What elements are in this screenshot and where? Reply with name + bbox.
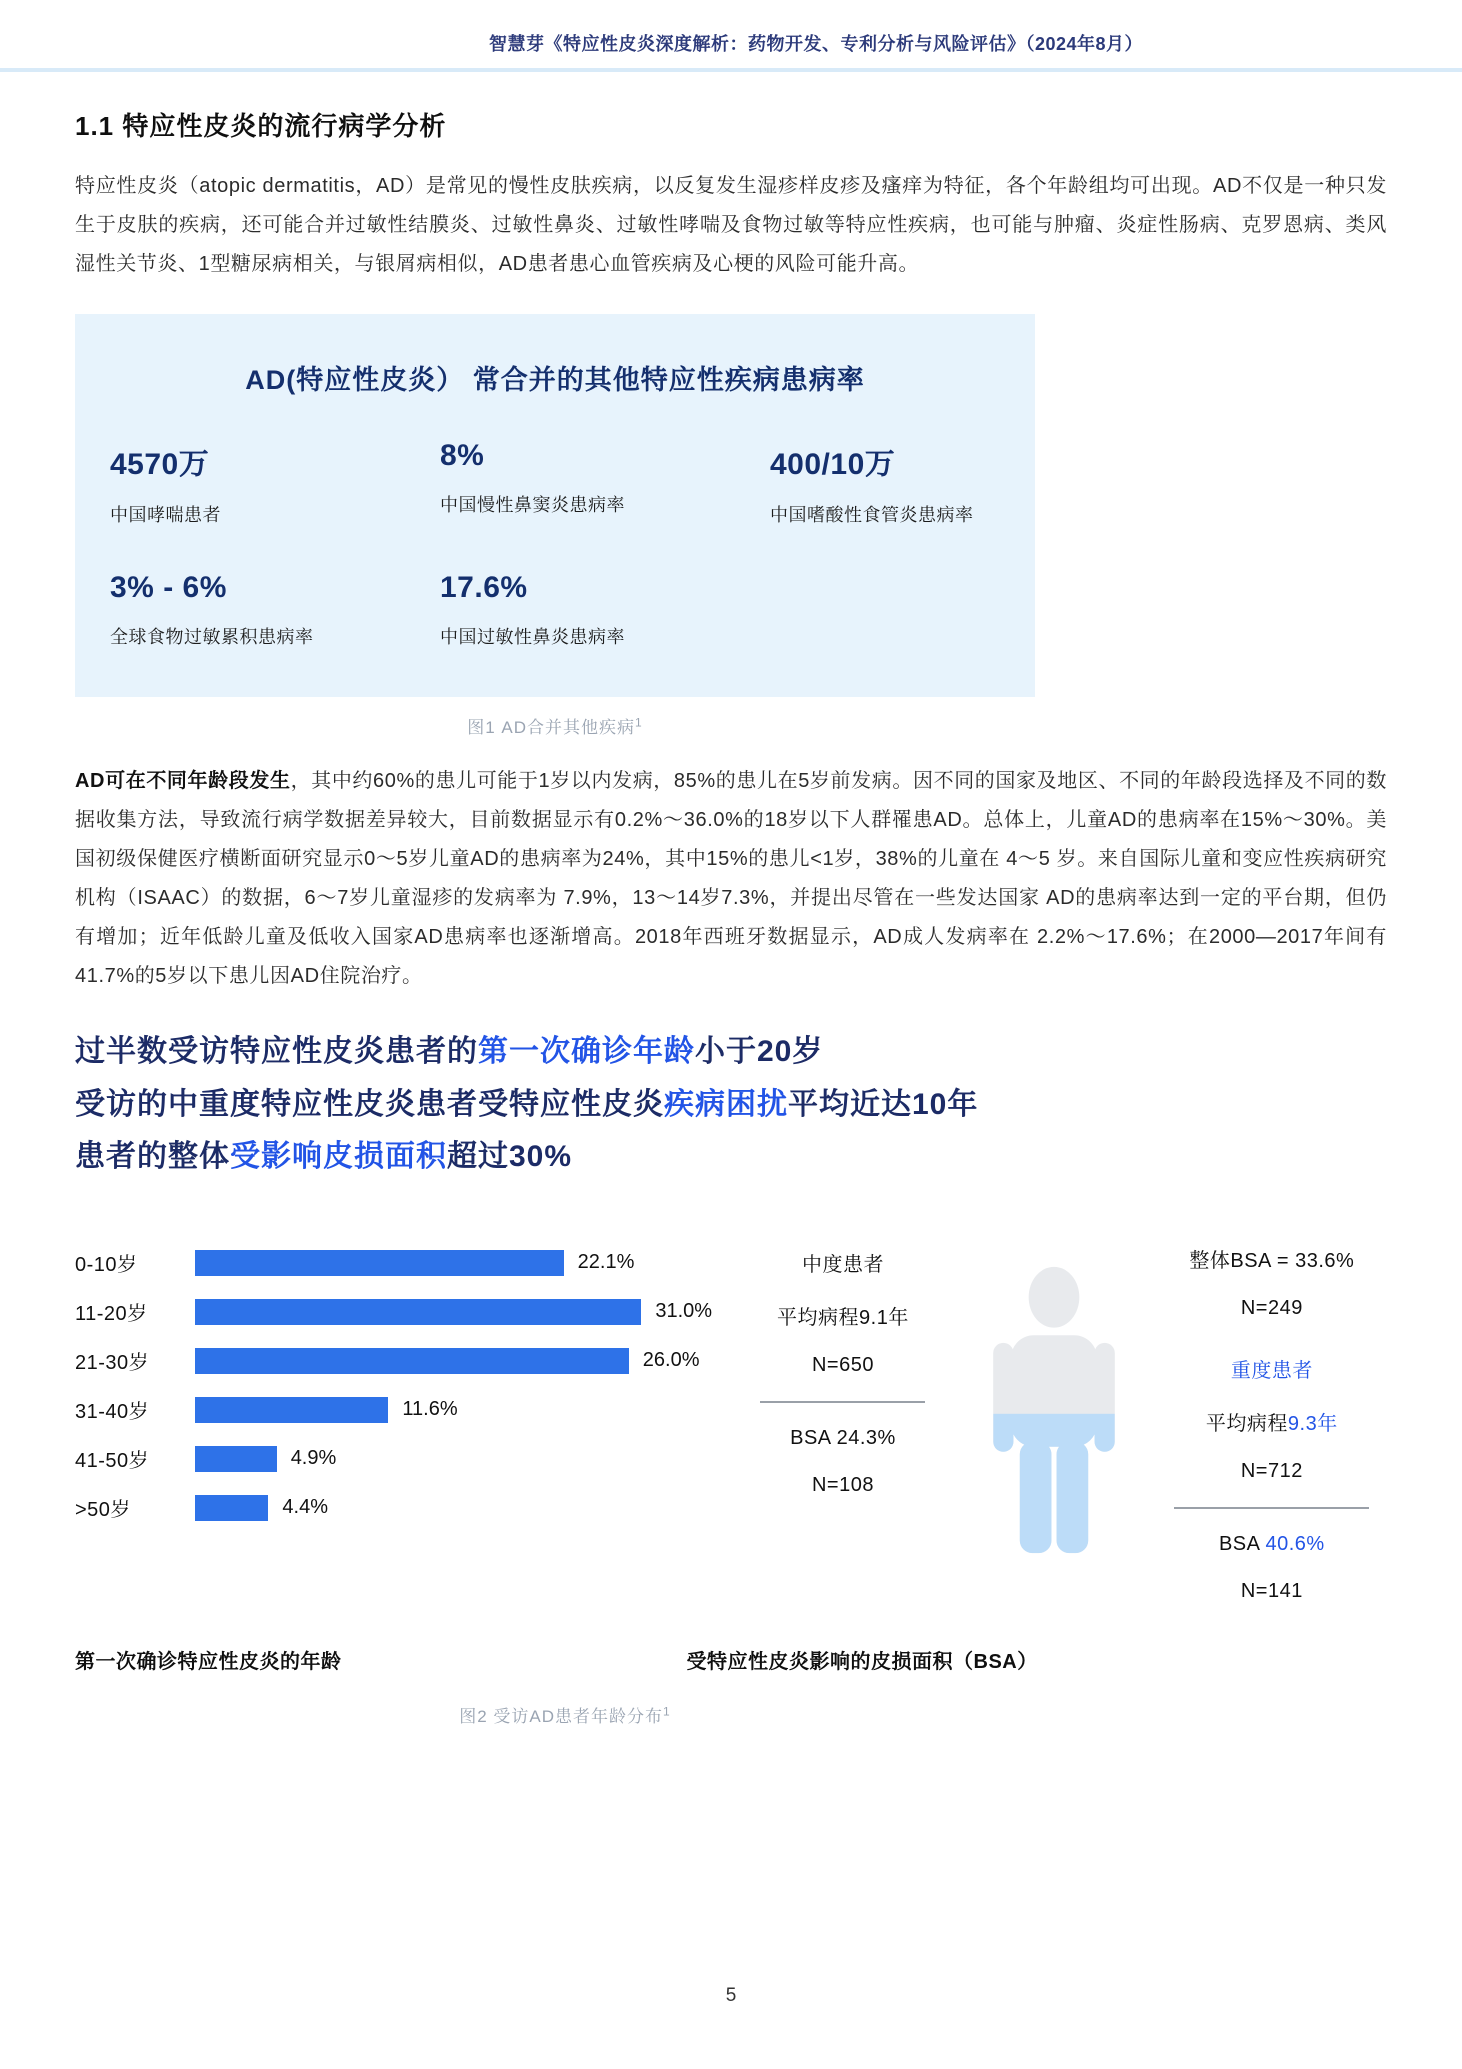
headline-bsa — [75, 1131, 1387, 1184]
page-header — [0, 0, 1462, 72]
bar — [195, 1397, 388, 1423]
bar-category-label: 0-10岁 — [75, 1254, 138, 1276]
report-title: 智慧芽《特应性皮炎深度解析：药物开发、专利分析与风险评估》（2024年8月） — [488, 34, 1144, 54]
overall-bsa: 整体BSA = 33.6% — [1189, 1249, 1355, 1272]
bar-value-label: 22.1% — [577, 1251, 635, 1273]
bar-value-label: 4.9% — [290, 1447, 337, 1469]
bar-category-label: 11-20岁 — [75, 1303, 148, 1325]
bar-category-label: 31-40岁 — [75, 1401, 150, 1423]
bar-track — [195, 1495, 712, 1521]
paragraph-epidemiology — [75, 762, 1387, 996]
bar-value-label: 11.6% — [402, 1398, 458, 1420]
moderate-n-bsa: N=108 — [811, 1473, 874, 1496]
severe-n-bsa: N=141 — [1240, 1579, 1303, 1602]
headline-text: 患者的整体 — [75, 1140, 230, 1173]
stat-food-allergy — [110, 571, 440, 649]
stat-label: 全球食物过敏累积患病率 — [110, 627, 314, 647]
stat-empty-cell — [770, 571, 1070, 649]
figure1-title: AD(特应性皮炎） 常合并的其他特应性疾病患病率 — [245, 365, 865, 395]
severe-n-duration: N=712 — [1240, 1459, 1303, 1482]
stat-eosinophilic-esophagitis — [770, 439, 1070, 527]
moderate-duration: 平均病程9.1年 — [777, 1306, 909, 1329]
bar-value-label: 4.4% — [282, 1496, 328, 1518]
figure2-caption — [75, 1702, 1055, 1727]
person-pictogram-wrap — [976, 1236, 1133, 1556]
bar — [195, 1250, 564, 1276]
section-title: 1.1 特应性皮炎的流行病学分析 — [75, 111, 447, 141]
headline-text: 小于20岁 — [695, 1035, 824, 1068]
figure1-caption-text: 图1 AD合并其他疾病 — [467, 718, 636, 737]
stat-asthma — [110, 439, 440, 527]
bar-value-label: 26.0% — [642, 1349, 700, 1371]
stat-label: 中国过敏性鼻炎患病率 — [440, 627, 625, 647]
bar-track — [195, 1397, 712, 1423]
bar-row-0-10 — [75, 1250, 712, 1276]
stat-value: 17.6% — [440, 571, 528, 604]
bar — [195, 1495, 268, 1521]
moderate-patients-stats — [740, 1236, 946, 1521]
headline-diagnosis-age — [75, 1026, 1387, 1079]
stat-value: 8% — [440, 439, 485, 472]
severe-bsa — [1157, 1533, 1387, 1556]
figure2-caption-text: 图2 受访AD患者年龄分布 — [459, 1706, 664, 1726]
bar-row-over-50 — [75, 1495, 712, 1521]
divider-line — [1174, 1507, 1369, 1509]
bar-category-label: 41-50岁 — [75, 1450, 150, 1472]
severe-patients-stats — [1157, 1236, 1387, 1627]
severe-duration — [1157, 1407, 1387, 1436]
stat-label: 中国慢性鼻窦炎患病率 — [440, 495, 625, 515]
headline-highlight: 疾病困扰 — [664, 1087, 788, 1121]
figure1-stat-grid — [75, 439, 1035, 649]
bar-chart-footer-title: 第一次确诊特应性皮炎的年龄 — [75, 1650, 342, 1673]
bar-row-11-20 — [75, 1299, 712, 1325]
severe-bsa-value: 40.6% — [1265, 1532, 1325, 1555]
headline-text: 过半数受访特应性皮炎患者的 — [75, 1035, 478, 1068]
figure1-stat-box — [75, 314, 1035, 697]
bar-row-31-40 — [75, 1397, 712, 1423]
moderate-title: 中度患者 — [801, 1253, 884, 1276]
overall-n: N=249 — [1240, 1296, 1303, 1319]
bar — [195, 1299, 641, 1325]
paragraph-body-text: ，其中约60%的患儿可能于1岁以内发病，85%的患儿在5岁前发病。因不同的国家及地区、不同的年龄段选择及不同的数据收集方法，导致流行病学数据差异较大，目前数据显示有0.2%～36.0%的18岁以下人群罹患AD。总体上，儿童AD的患病率在15%～30%。美国初级保健医疗横断面研究显示0～5岁儿童AD的患病率为24%，其中15%的患儿<1岁，38%的儿童在 4～5 岁。来自国际儿童和变应性疾病研究机构（ISAAC）的数据，6～7岁儿童湿疹的发病率为 7.9%，13～14岁7.3%，并提出尽管在一些发达国家 AD的患病率达到一定的平台期，但仍有增加；近年低龄儿童及低收入国家AD患病率也逐渐增高。2018年西班牙数据显示，AD成人发病率在 2.2%～17.6%；在2000—2017年间有41.7%的5岁以下患儿因AD住院治疗。 — [75, 770, 1387, 987]
stat-label: 中国嗜酸性食管炎患病率 — [770, 505, 974, 525]
age-bar-chart — [75, 1236, 712, 1544]
page-number: 5 — [725, 1985, 737, 2006]
stat-value: 400/10万 — [770, 448, 896, 481]
figure1-caption — [75, 713, 1035, 738]
bar-track — [195, 1348, 712, 1374]
severe-duration-prefix: 平均病程 — [1205, 1412, 1288, 1435]
paragraph-bold-lead: AD可在不同年龄段发生 — [75, 770, 291, 792]
divider-line — [760, 1401, 925, 1403]
headline-disease-burden — [75, 1079, 1387, 1132]
bar-track — [195, 1299, 712, 1325]
severe-duration-value: 9.3年 — [1287, 1412, 1338, 1435]
stat-label: 中国哮喘患者 — [110, 505, 221, 525]
stat-allergic-rhinitis — [440, 571, 770, 649]
bar-row-41-50 — [75, 1446, 712, 1472]
headline-highlight: 受影响皮损面积 — [230, 1140, 447, 1173]
spacer — [1157, 1344, 1387, 1354]
bar-row-21-30 — [75, 1348, 712, 1374]
severe-title: 重度患者 — [1230, 1359, 1313, 1382]
bar-value-label: 31.0% — [655, 1300, 713, 1322]
moderate-n-duration: N=650 — [811, 1353, 874, 1376]
bsa-figure-footer-title: 受特应性皮炎影响的皮损面积（BSA） — [686, 1650, 1038, 1673]
figure2-charts — [75, 1236, 1387, 1627]
stat-value: 4570万 — [110, 448, 210, 481]
bar-track — [195, 1446, 712, 1472]
bar — [195, 1446, 277, 1472]
stat-value: 3% - 6% — [110, 571, 227, 604]
bar — [195, 1348, 629, 1374]
figure2-footers — [75, 1645, 1462, 1674]
key-findings-headlines — [75, 1026, 1387, 1184]
figure1-caption-superscript: 1 — [635, 715, 643, 730]
headline-text: 受访的中重度特应性皮炎患者受特应性皮炎 — [75, 1087, 664, 1121]
headline-text: 平均近达10年 — [788, 1087, 979, 1121]
bar-track — [195, 1250, 712, 1276]
bar-category-label: 21-30岁 — [75, 1352, 150, 1374]
stat-rhinosinusitis — [440, 439, 770, 527]
headline-text: 超过30% — [447, 1140, 573, 1173]
person-bsa-icon — [978, 1264, 1130, 1556]
severe-bsa-prefix: BSA — [1218, 1532, 1266, 1555]
bar-category-label: >50岁 — [75, 1499, 131, 1521]
paragraph-intro: 特应性皮炎（atopic dermatitis，AD）是常见的慢性皮肤疾病，以反复发生湿疹样皮疹及瘙痒为特征，各个年龄组均可出现。AD不仅是一种只发生于皮肤的疾病，还可能合并过敏性结膜炎、过敏性鼻炎、过敏性哮喘及食物过敏等特应性疾病，也可能与肿瘤、炎症性肠病、克罗恩病、类风湿性关节炎、1型糖尿病相关，与银屑病相似，AD患者患心血管疾病及心梗的风险可能升高。 — [75, 175, 1387, 275]
headline-highlight: 第一次确诊年龄 — [478, 1035, 695, 1068]
figure2-caption-superscript: 1 — [663, 1703, 671, 1718]
moderate-bsa: BSA 24.3% — [790, 1426, 896, 1449]
